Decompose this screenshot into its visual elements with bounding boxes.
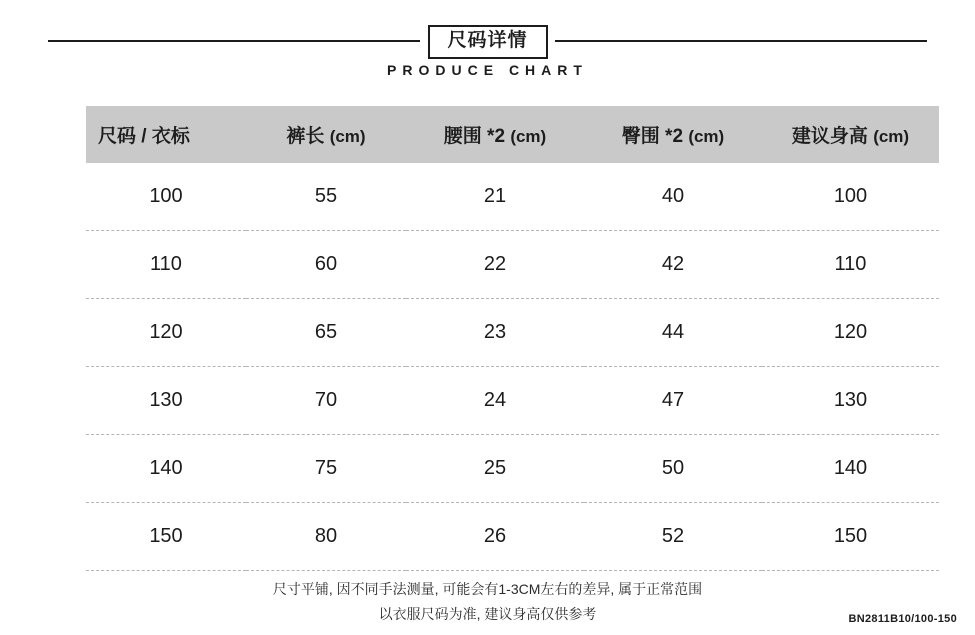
cell-waist: 21 — [406, 163, 584, 231]
title-box — [427, 25, 547, 59]
cell-hip: 50 — [584, 435, 762, 503]
cell-length: 55 — [246, 163, 406, 231]
cell-size: 140 — [86, 435, 246, 503]
cell-height: 150 — [762, 503, 939, 571]
table-header — [86, 106, 939, 163]
column-header-length-label: 裤长 — [286, 126, 325, 147]
table-row — [86, 367, 939, 435]
column-header-height — [762, 106, 939, 163]
column-header-length — [246, 106, 406, 163]
column-header-waist-unit: (cm) — [510, 127, 547, 146]
header-rule-left — [48, 40, 420, 42]
column-header-hip-unit: (cm) — [688, 127, 725, 146]
cell-length: 60 — [246, 231, 406, 299]
cell-waist: 25 — [406, 435, 584, 503]
cell-size: 100 — [86, 163, 246, 231]
cell-waist: 24 — [406, 367, 584, 435]
cell-length: 70 — [246, 367, 406, 435]
table-row — [86, 435, 939, 503]
column-header-size-label: 尺码 / 衣标 — [98, 126, 190, 147]
cell-height: 130 — [762, 367, 939, 435]
cell-waist: 22 — [406, 231, 584, 299]
table-header-row — [86, 106, 939, 163]
cell-hip: 44 — [584, 299, 762, 367]
product-code: BN2811B10/100-150 — [848, 613, 957, 625]
footnotes — [0, 577, 975, 627]
size-table — [86, 106, 939, 571]
cell-waist: 23 — [406, 299, 584, 367]
table-row — [86, 299, 939, 367]
cell-height: 140 — [762, 435, 939, 503]
cell-size: 150 — [86, 503, 246, 571]
cell-hip: 40 — [584, 163, 762, 231]
column-header-waist — [406, 106, 584, 163]
cell-hip: 47 — [584, 367, 762, 435]
cell-size: 110 — [86, 231, 246, 299]
cell-size: 120 — [86, 299, 246, 367]
table-body — [86, 163, 939, 571]
cell-length: 65 — [246, 299, 406, 367]
cell-length: 75 — [246, 435, 406, 503]
column-header-height-unit: (cm) — [873, 127, 910, 146]
page-subtitle: PRODUCE CHART — [387, 62, 588, 78]
cell-height: 120 — [762, 299, 939, 367]
table-row — [86, 163, 939, 231]
cell-hip: 42 — [584, 231, 762, 299]
column-header-height-label: 建议身高 — [791, 126, 868, 147]
header-rule-right — [555, 40, 927, 42]
column-header-hip — [584, 106, 762, 163]
cell-size: 130 — [86, 367, 246, 435]
chart-header — [0, 0, 975, 92]
footnote-line-2: 以衣服尺码为准, 建议身高仅供参考 — [378, 606, 597, 622]
page-title: 尺码详情 — [447, 30, 528, 51]
column-header-size — [86, 106, 246, 163]
column-header-hip-label: 臀围 *2 — [621, 126, 684, 147]
footnote-line-1: 尺寸平铺, 因不同手法测量, 可能会有1-3CM左右的差异, 属于正常范围 — [272, 581, 703, 597]
table-row — [86, 503, 939, 571]
cell-height: 110 — [762, 231, 939, 299]
column-header-waist-label: 腰围 *2 — [443, 126, 506, 147]
size-table-wrapper — [86, 106, 939, 571]
cell-length: 80 — [246, 503, 406, 571]
table-row — [86, 231, 939, 299]
column-header-length-unit: (cm) — [329, 127, 366, 146]
cell-waist: 26 — [406, 503, 584, 571]
cell-hip: 52 — [584, 503, 762, 571]
cell-height: 100 — [762, 163, 939, 231]
